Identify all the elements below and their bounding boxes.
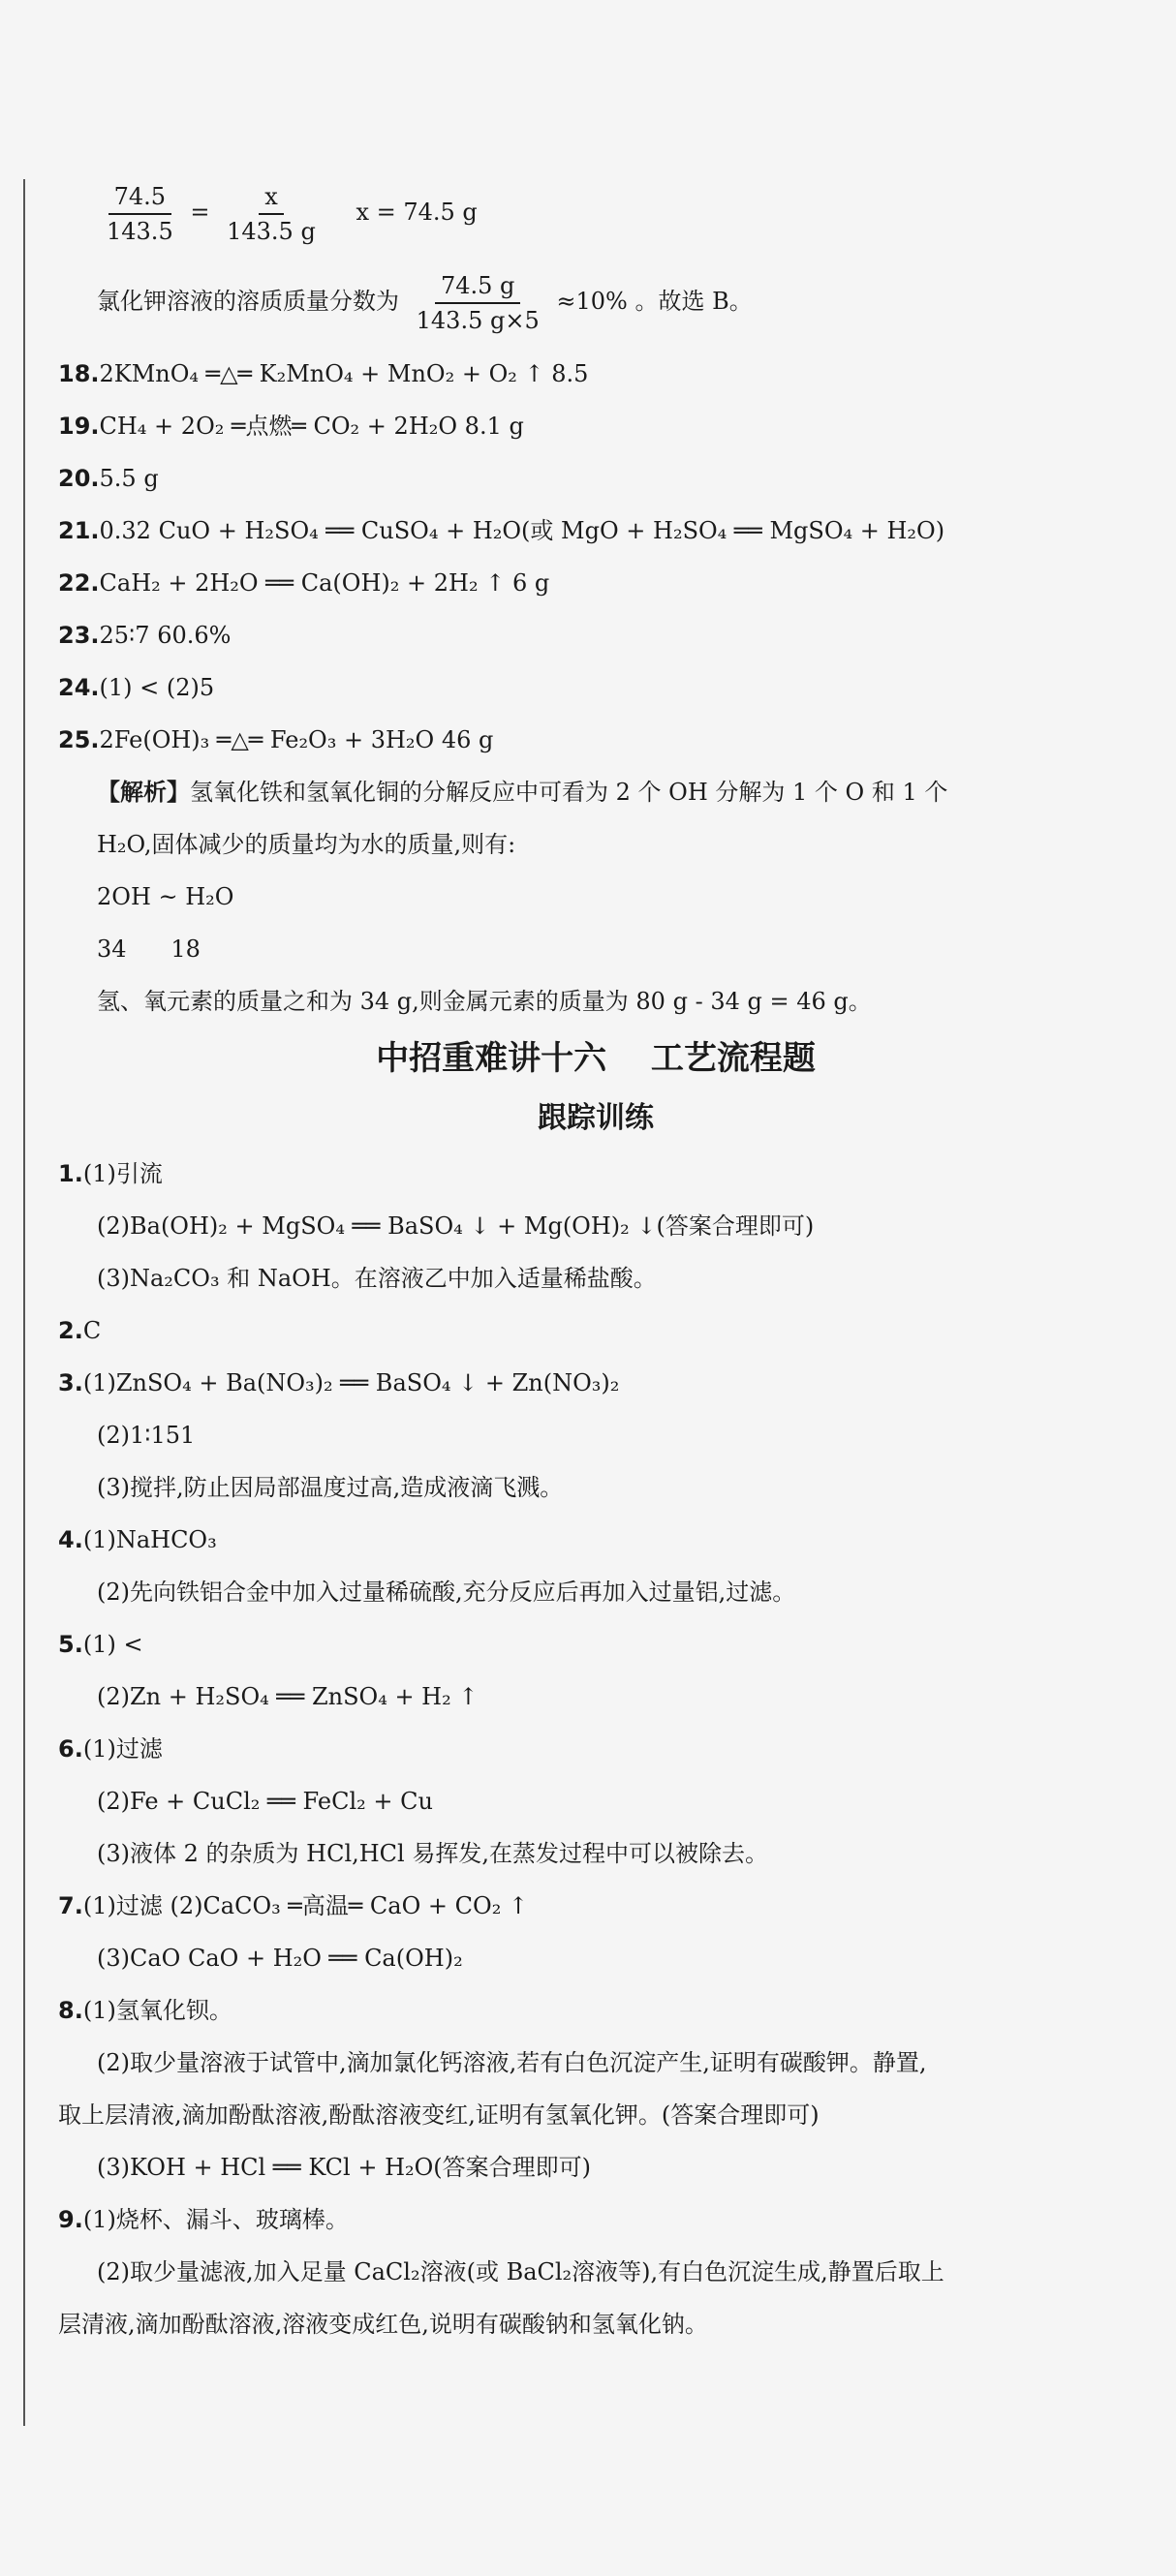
analysis-line-1: 【解析】氢氧化铁和氢氧化铜的分解反应中可看为 2 个 OH 分解为 1 个 O 和 1 个: [97, 778, 948, 806]
answer-24: 24.(1) < (2)5: [58, 674, 215, 701]
answer-block-8: [58, 1984, 1133, 2193]
list-item: 4.(1)NaHCO₃: [58, 1526, 217, 1553]
answer-19: 19.CH₄ + 2O₂ ═点燃═ CO₂ + 2H₂O 8.1 g: [58, 413, 524, 440]
answer-block-4: [58, 1514, 1133, 1618]
answer-21: 21.0.32 CuO + H₂SO₄ ══ CuSO₄ + H₂O(或 MgO + H₂SO₄ ══ MgSO₄ + H₂O): [58, 517, 945, 544]
section-title: 中招重难讲十六 工艺流程题: [376, 1039, 816, 1078]
list-item: 8.(1)氢氧化钡。: [58, 1997, 232, 2024]
fraction-equation: $\frac{74.5}{143.5}$ = $\frac{x}{143.5 g}$ x = 74.5 g: [58, 169, 1133, 255]
answer-25: 25.2Fe(OH)₃ ═△═ Fe₂O₃ + 3H₂O 46 g: [58, 726, 494, 753]
list-item: 5.(1) <: [58, 1631, 143, 1658]
answer-block-6: [58, 1723, 1133, 1880]
list-item: (3)液体 2 的杂质为 HCl,HCl 易挥发,在蒸发过程中可以被除去。: [97, 1840, 768, 1867]
list-item: 1.(1)引流: [58, 1160, 163, 1187]
list-item: (3)CaO CaO + H₂O ══ Ca(OH)₂: [97, 1945, 463, 1972]
list-item: 3.(1)ZnSO₄ + Ba(NO₃)₂ ══ BaSO₄ ↓ + Zn(NO₃)₂: [58, 1369, 620, 1396]
answer-20: 20.5.5 g: [58, 465, 159, 492]
answer-block-3: [58, 1357, 1133, 1514]
mass-fraction-sentence: 氯化钾溶液的溶质质量分数为 $\frac{74.5 g}{143.5 g\times 5}$ ≈10% 。故选 B。: [58, 255, 1133, 348]
list-item: (2)取少量滤液,加入足量 CaCl₂溶液(或 BaCl₂溶液等),有白色沉淀生成,静置后取上: [97, 2258, 944, 2285]
analysis-tag: 【解析】: [97, 778, 190, 806]
answer-18: 18.2KMnO₄ ═△═ K₂MnO₄ + MnO₂ + O₂ ↑ 8.5: [58, 360, 589, 387]
list-item: (2)1∶151: [97, 1422, 196, 1449]
list-item: (3)KOH + HCl ══ KCl + H₂O(答案合理即可): [97, 2154, 592, 2181]
list-item: (2)取少量溶液于试管中,滴加氯化钙溶液,若有白色沉淀产生,证明有碳酸钾。静置,: [97, 2049, 927, 2076]
answer-block-5: [58, 1618, 1133, 1723]
list-item: (2)Zn + H₂SO₄ ══ ZnSO₄ + H₂ ↑: [97, 1683, 479, 1710]
fraction-c: $\frac{74.5 g}{143.5 g\times 5}$: [411, 269, 545, 337]
analysis-line-4: 34 18: [97, 935, 201, 963]
equation-result: x = 74.5 g: [356, 199, 478, 226]
answer-23: 23.25∶7 60.6%: [58, 622, 232, 649]
list-item: 7.(1)过滤 (2)CaCO₃ ═高温═ CaO + CO₂ ↑: [58, 1892, 529, 1919]
fraction-b: $\frac{x}{143.5 g}$: [221, 180, 322, 248]
answer-block-7: [58, 1880, 1133, 1984]
list-item: (2)Fe + CuCl₂ ══ FeCl₂ + Cu: [97, 1788, 433, 1815]
list-item: (2)Ba(OH)₂ + MgSO₄ ══ BaSO₄ ↓ + Mg(OH)₂ ↓(答案合理即可): [97, 1212, 815, 1240]
analysis-line-3: 2OH ~ H₂O: [97, 883, 234, 910]
list-item: (3)搅拌,防止因局部温度过高,造成液滴飞溅。: [97, 1474, 564, 1501]
margin-line: [23, 179, 25, 2426]
answer-block-9: [58, 2193, 1133, 2350]
answer-content: [58, 169, 1133, 2350]
list-item: 6.(1)过滤: [58, 1735, 163, 1763]
answer-block-2: [58, 1304, 1133, 1357]
list-item: 取上层清液,滴加酚酞溶液,酚酞溶液变红,证明有氢氧化钾。(答案合理即可): [58, 2101, 820, 2129]
list-item: 层清液,滴加酚酞溶液,溶液变成红色,说明有碳酸钠和氢氧化钠。: [58, 2311, 708, 2338]
answer-block-1: [58, 1148, 1133, 1304]
answer-22: 22.CaH₂ + 2H₂O ══ Ca(OH)₂ + 2H₂ ↑ 6 g: [58, 569, 550, 597]
section-subtitle: 跟踪训练: [538, 1101, 654, 1135]
list-item: 9.(1)烧杯、漏斗、玻璃棒。: [58, 2206, 349, 2233]
list-item: (3)Na₂CO₃ 和 NaOH。在溶液乙中加入适量稀盐酸。: [97, 1265, 657, 1292]
analysis-line-5: 氢、氧元素的质量之和为 34 g,则金属元素的质量为 80 g - 34 g = 46 g。: [97, 988, 872, 1015]
analysis-line-2: H₂O,固体减少的质量均为水的质量,则有:: [97, 831, 516, 858]
list-item: 2.C: [58, 1317, 102, 1344]
list-item: (2)先向铁铝合金中加入过量稀硫酸,充分反应后再加入过量铝,过滤。: [97, 1579, 796, 1606]
fraction-a: $\frac{74.5}{143.5}$: [101, 180, 179, 248]
